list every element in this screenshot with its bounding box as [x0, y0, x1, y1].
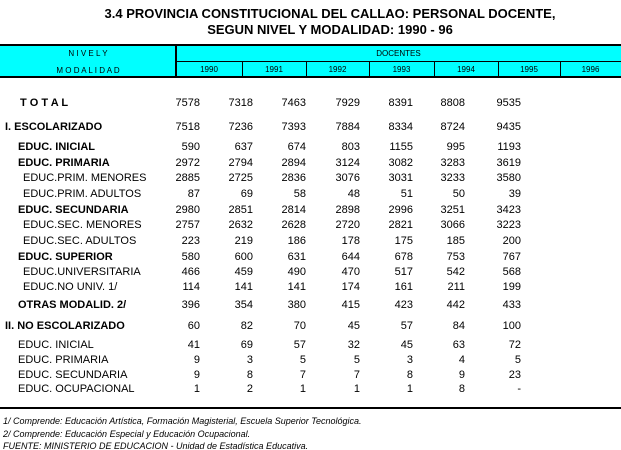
cell-1995: 211: [447, 281, 465, 293]
table-row: [0, 203, 621, 218]
cell-1996: 3619: [496, 157, 521, 169]
cell-1996: 3223: [496, 219, 521, 231]
row-label: EDUC.NO UNIV. 1/: [23, 281, 118, 293]
cell-1994: 3: [406, 354, 413, 366]
header-year-1993: 1993: [392, 65, 411, 74]
cell-1992: 631: [287, 251, 306, 263]
table-row: [0, 250, 621, 265]
cell-1995: 63: [452, 339, 465, 351]
row-label: EDUC.SEC. ADULTOS: [23, 235, 137, 247]
header-column-divider: [306, 61, 307, 78]
cell-1992: 70: [293, 320, 306, 332]
table-header: [0, 44, 621, 78]
cell-1993: 174: [341, 281, 360, 293]
cell-1991: 69: [240, 339, 253, 351]
row-label: OTRAS MODALID. 2/: [18, 299, 127, 311]
cell-1995: 8: [458, 383, 465, 395]
row-label: EDUC.PRIM. MENORES: [23, 172, 147, 184]
table-row: [0, 319, 621, 334]
header-year-1991: 1991: [265, 65, 283, 74]
cell-1996: 5: [514, 354, 521, 366]
footnote-source: FUENTE: MINISTERIO DE EDUCACION - Unidad de Estadística Educativa.: [3, 441, 309, 450]
cell-1990: 7578: [175, 97, 200, 109]
cell-1991: 82: [240, 320, 253, 332]
cell-1994: 45: [400, 339, 413, 351]
row-label: I. ESCOLARIZADO: [5, 121, 103, 133]
cell-1992: 2628: [281, 219, 306, 231]
cell-1993: 3124: [335, 157, 360, 169]
cell-1995: 9: [458, 369, 465, 381]
cell-1991: 7236: [228, 121, 253, 133]
cell-1991: 354: [234, 299, 253, 311]
cell-1994: 3031: [388, 172, 413, 184]
cell-1992: 2894: [281, 157, 306, 169]
cell-1992: 7393: [281, 121, 306, 133]
cell-1996: 72: [508, 339, 521, 351]
cell-1996: 23: [508, 369, 521, 381]
cell-1990: 60: [187, 320, 200, 332]
row-label: EDUC.SEC. MENORES: [23, 219, 142, 231]
cell-1994: 1: [406, 383, 413, 395]
cell-1996: 433: [502, 299, 521, 311]
cell-1990: 7518: [175, 121, 200, 133]
cell-1991: 637: [234, 141, 253, 153]
cell-1994: 2996: [388, 204, 413, 216]
cell-1991: 600: [234, 251, 253, 263]
cell-1995: 4: [458, 354, 465, 366]
row-label: T O T A L: [20, 97, 69, 109]
cell-1992: 490: [287, 266, 306, 278]
table-row: [0, 96, 621, 111]
cell-1993: 803: [341, 141, 360, 153]
cell-1991: 219: [234, 235, 253, 247]
cell-1994: 423: [394, 299, 413, 311]
cell-1995: 185: [446, 235, 465, 247]
header-column-divider: [242, 61, 243, 78]
table-title-line-2: SEGUN NIVEL Y MODALIDAD: 1990 - 96: [207, 22, 453, 37]
table-row: [0, 187, 621, 202]
table-title-line-1: 3.4 PROVINCIA CONSTITUCIONAL DEL CALLAO: PERSONAL DOCENTE,: [104, 6, 556, 21]
cell-1994: 1155: [389, 141, 413, 153]
cell-1996: -: [517, 383, 521, 395]
cell-1992: 1: [299, 383, 306, 395]
cell-1994: 175: [394, 235, 413, 247]
header-docentes: DOCENTES: [376, 49, 421, 58]
cell-1996: 767: [502, 251, 521, 263]
cell-1996: 9435: [496, 121, 521, 133]
row-label: EDUC. INICIAL: [18, 339, 94, 351]
cell-1992: 5: [299, 354, 306, 366]
cell-1991: 2794: [228, 157, 253, 169]
row-label: EDUC. INICIAL: [18, 141, 95, 153]
row-label: EDUC. OCUPACIONAL: [18, 383, 135, 395]
cell-1996: 3423: [496, 204, 521, 216]
table-row: [0, 171, 621, 186]
header-year-1990: 1990: [200, 65, 218, 74]
cell-1991: 7318: [228, 97, 253, 109]
cell-1996: 1193: [497, 141, 521, 153]
header-column-divider: [369, 61, 370, 78]
cell-1991: 2851: [228, 204, 253, 216]
table-row: [0, 382, 621, 397]
table-row: [0, 298, 621, 313]
cell-1996: 568: [502, 266, 521, 278]
cell-1993: 470: [341, 266, 360, 278]
table-row: [0, 338, 621, 353]
cell-1995: 3283: [440, 157, 465, 169]
row-label: EDUC.UNIVERSITARIA: [23, 266, 141, 278]
row-label: EDUC. SECUNDARIA: [18, 204, 129, 216]
cell-1990: 2757: [175, 219, 200, 231]
header-nivel: N I V E L Y: [68, 49, 108, 58]
cell-1994: 3082: [388, 157, 413, 169]
cell-1994: 8391: [388, 97, 413, 109]
row-label: EDUC. SUPERIOR: [18, 251, 113, 263]
footnote-2: 2/ Comprende: Educación Especial y Educación Ocupacional.: [3, 429, 251, 439]
cell-1995: 3251: [440, 204, 465, 216]
footnote-1: 1/ Comprende: Educación Artística, Formación Magisterial, Escuela Superior Tecnológica.: [3, 416, 362, 426]
cell-1991: 2725: [228, 172, 253, 184]
cell-1990: 87: [187, 188, 200, 200]
header-year-1995: 1995: [520, 65, 538, 74]
row-label: EDUC. SECUNDARIA: [18, 369, 128, 381]
cell-1992: 2836: [281, 172, 306, 184]
cell-1993: 32: [347, 339, 360, 351]
table-row: [0, 156, 621, 171]
cell-1996: 9535: [496, 97, 521, 109]
cell-1990: 590: [181, 141, 200, 153]
cell-1991: 2: [246, 383, 253, 395]
cell-1990: 396: [181, 299, 200, 311]
cell-1994: 161: [394, 281, 413, 293]
cell-1991: 69: [240, 188, 253, 200]
table-row: [0, 120, 621, 135]
cell-1993: 45: [347, 320, 360, 332]
table-row: [0, 280, 621, 295]
header-year-1996: 1996: [581, 65, 600, 74]
cell-1994: 57: [400, 320, 413, 332]
cell-1990: 2972: [175, 157, 200, 169]
cell-1991: 141: [234, 281, 253, 293]
row-label: EDUC.PRIM. ADULTOS: [23, 188, 142, 200]
cell-1993: 3076: [335, 172, 360, 184]
cell-1993: 5: [353, 354, 360, 366]
header-year-1994: 1994: [457, 65, 475, 74]
cell-1994: 678: [394, 251, 413, 263]
cell-1995: 542: [446, 266, 465, 278]
cell-1993: 2898: [335, 204, 360, 216]
cell-1995: 8808: [440, 97, 465, 109]
table-row: [0, 234, 621, 249]
cell-1995: 995: [446, 141, 465, 153]
row-label: EDUC. PRIMARIA: [18, 354, 109, 366]
cell-1992: 674: [287, 141, 306, 153]
cell-1990: 223: [181, 235, 200, 247]
cell-1993: 7884: [335, 121, 360, 133]
cell-1994: 8: [406, 369, 413, 381]
header-column-divider: [498, 61, 499, 78]
header-column-divider: [434, 61, 435, 78]
cell-1996: 100: [502, 320, 521, 332]
cell-1990: 41: [187, 339, 200, 351]
cell-1990: 114: [182, 281, 200, 293]
cell-1995: 753: [446, 251, 465, 263]
cell-1994: 2821: [388, 219, 413, 231]
cell-1992: 7463: [281, 97, 306, 109]
cell-1990: 2885: [175, 172, 200, 184]
table-row: [0, 353, 621, 368]
cell-1990: 9: [193, 354, 200, 366]
cell-1993: 48: [347, 188, 360, 200]
row-label: EDUC. PRIMARIA: [18, 157, 110, 169]
cell-1993: 7: [353, 369, 360, 381]
cell-1992: 7: [299, 369, 306, 381]
header-year-1992: 1992: [328, 65, 347, 74]
cell-1990: 466: [181, 266, 200, 278]
cell-1991: 3: [246, 354, 253, 366]
table-row: [0, 140, 621, 155]
cell-1993: 178: [341, 235, 360, 247]
cell-1996: 39: [508, 188, 521, 200]
cell-1991: 2632: [228, 219, 253, 231]
cell-1996: 199: [502, 281, 521, 293]
cell-1991: 459: [234, 266, 253, 278]
header-modalidad: M O D A L I D A D: [56, 66, 120, 75]
cell-1993: 644: [341, 251, 360, 263]
cell-1995: 442: [446, 299, 465, 311]
cell-1993: 7929: [335, 97, 360, 109]
cell-1992: 380: [287, 299, 306, 311]
cell-1990: 2980: [175, 204, 200, 216]
cell-1996: 3580: [496, 172, 521, 184]
table-row: [0, 265, 621, 280]
cell-1994: 517: [394, 266, 413, 278]
cell-1995: 8724: [440, 121, 465, 133]
cell-1990: 9: [193, 369, 200, 381]
cell-1992: 141: [287, 281, 306, 293]
cell-1994: 8334: [388, 121, 413, 133]
cell-1993: 2720: [335, 219, 360, 231]
table-row: [0, 218, 621, 233]
cell-1993: 415: [341, 299, 360, 311]
cell-1992: 57: [293, 339, 306, 351]
cell-1993: 1: [353, 383, 360, 395]
cell-1992: 58: [293, 188, 306, 200]
cell-1992: 2814: [281, 204, 306, 216]
cell-1995: 84: [452, 320, 465, 332]
cell-1996: 200: [502, 235, 521, 247]
cell-1991: 8: [246, 369, 253, 381]
cell-1995: 50: [452, 188, 465, 200]
cell-1995: 3066: [440, 219, 465, 231]
table-row: [0, 368, 621, 383]
header-column-divider: [560, 61, 561, 78]
cell-1994: 51: [400, 188, 413, 200]
cell-1992: 186: [287, 235, 306, 247]
cell-1990: 580: [181, 251, 200, 263]
row-label: II. NO ESCOLARIZADO: [5, 320, 125, 332]
table-bottom-rule: [0, 407, 621, 409]
cell-1995: 3233: [440, 172, 465, 184]
cell-1990: 1: [193, 383, 200, 395]
